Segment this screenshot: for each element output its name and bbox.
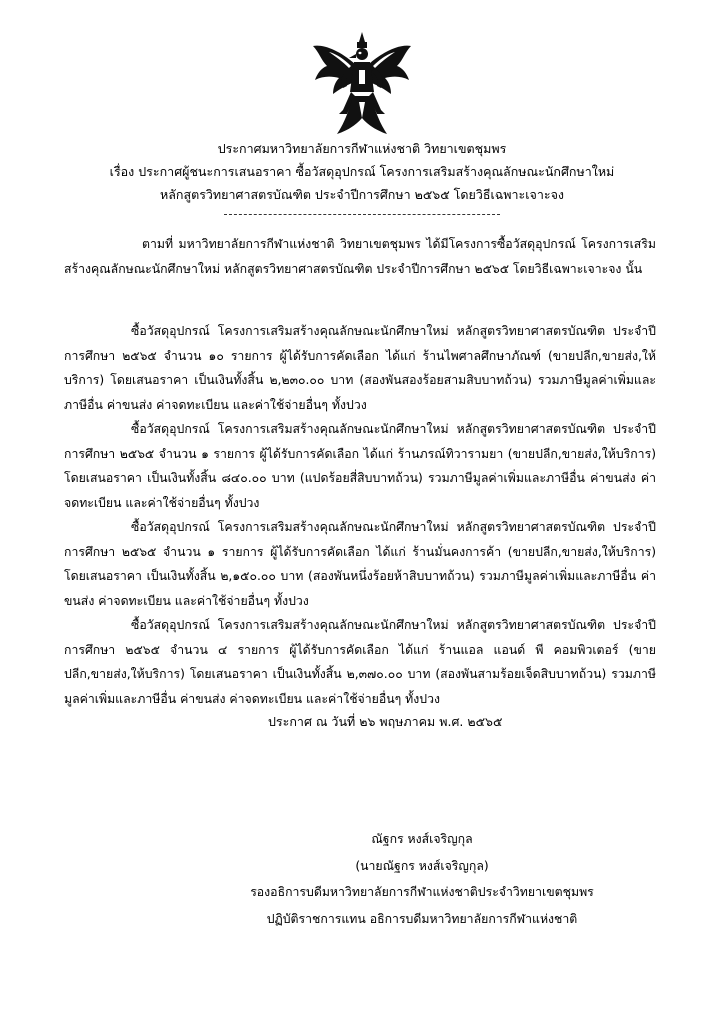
award-paragraph-2: ซื้อวัสดุอุปกรณ์ โครงการเสริมสร้างคุณลักษณะนักศึกษาใหม่ หลักสูตรวิทยาศาสตรบัณฑิต ประจำปีการศึกษา ๒๕๖๕ จำนวน ๑ รายการ ผู้ได้รับการคัดเลือก ได้แก่ ร้านภรณ์ทิวารามยา (ขายปลีก,ขายส่ง,ให้บริการ) โดยเสนอราคา เป็นเงินทั้งสิ้น ๘๔๐.๐๐ บาท (แปดร้อยสี่สิบบาทถ้วน) รวมภาษีมูลค่าเพิ่มและภาษีอื่น ค่าขนส่ง ค่าจดทะเบียน และค่าใช้จ่ายอื่นๆ ทั้งปวง xyxy=(64,422,656,510)
garuda-emblem-icon xyxy=(309,30,415,138)
signatory-title: รองอธิการบดีมหาวิทยาลัยการกีฬาแห่งชาติประจำวิทยาเขตชุมพร xyxy=(250,885,594,899)
announcement-issuer: ประกาศมหาวิทยาลัยการกีฬาแห่งชาติ วิทยาเขตชุมพร xyxy=(217,141,507,156)
signatory-full-name: (นายณัฐกร หงส์เจริญกุล) xyxy=(355,859,489,873)
announcement-date: ประกาศ ณ วันที่ ๒๖ พฤษภาคม พ.ศ. ๒๕๖๕ xyxy=(268,714,503,729)
award-paragraph-4: ซื้อวัสดุอุปกรณ์ โครงการเสริมสร้างคุณลักษณะนักศึกษาใหม่ หลักสูตรวิทยาศาสตรบัณฑิต ประจำปีการศึกษา ๒๕๖๕ จำนวน ๔ รายการ ผู้ได้รับการคัดเลือก ได้แก่ ร้านแอล แอนด์ พี คอมพิวเตอร์ (ขายปลีก,ขายส่ง,ให้บริการ) โดยเสนอราคา เป็นเงินทั้งสิ้น ๒,๓๗๐.๐๐ บาท (สองพันสามร้อยเจ็ดสิบบาทถ้วน) รวมภาษีมูลค่าเพิ่มและภาษีอื่น ค่าขนส่ง ค่าจดทะเบียน และค่าใช้จ่ายอื่นๆ ทั้งปวง xyxy=(64,618,656,706)
announcement-subject-cont: หลักสูตรวิทยาศาสตรบัณฑิต ประจำปีการศึกษา ๒๕๖๕ โดยวิธีเฉพาะเจาะจง xyxy=(159,187,564,202)
signatory-acting-for: ปฏิบัติราชการแทน อธิการบดีมหาวิทยาลัยการกีฬาแห่งชาติ xyxy=(266,912,578,926)
signatory-name: ณัฐกร หงส์เจริญกุล xyxy=(371,832,473,846)
announcement-subject: เรื่อง ประกาศผู้ชนะการเสนอราคา ซื้อวัสดุอุปกรณ์ โครงการเสริมสร้างคุณลักษณะนักศึกษาใหม่ xyxy=(109,164,615,179)
award-paragraph-3: ซื้อวัสดุอุปกรณ์ โครงการเสริมสร้างคุณลักษณะนักศึกษาใหม่ หลักสูตรวิทยาศาสตรบัณฑิต ประจำปีการศึกษา ๒๕๖๕ จำนวน ๑ รายการ ผู้ได้รับการคัดเลือก ได้แก่ ร้านมั่นคงการค้า (ขายปลีก,ขายส่ง,ให้บริการ) โดยเสนอราคา เป็นเงินทั้งสิ้น ๒,๑๕๐.๐๐ บาท (สองพันหนึ่งร้อยห้าสิบบาทถ้วน) รวมภาษีมูลค่าเพิ่มและภาษีอื่น ค่าขนส่ง ค่าจดทะเบียน และค่าใช้จ่ายอื่นๆ ทั้งปวง xyxy=(64,520,656,608)
header-divider xyxy=(224,214,500,215)
intro-paragraph: ตามที่ มหาวิทยาลัยการกีฬาแห่งชาติ วิทยาเขตชุมพร ได้มีโครงการซื้อวัสดุอุปกรณ์ โครงการเสริมสร้างคุณลักษณะนักศึกษาใหม่ หลักสูตรวิทยาศาสตรบัณฑิต ประจำปีการศึกษา ๒๕๖๕ โดยวิธีเฉพาะเจาะจง นั้น xyxy=(64,237,656,276)
award-paragraph-1: ซื้อวัสดุอุปกรณ์ โครงการเสริมสร้างคุณลักษณะนักศึกษาใหม่ หลักสูตรวิทยาศาสตรบัณฑิต ประจำปีการศึกษา ๒๕๖๕ จำนวน ๑๐ รายการ ผู้ได้รับการคัดเลือก ได้แก่ ร้านไพศาลศึกษาภัณฑ์ (ขายปลีก,ขายส่ง,ให้บริการ) โดยเสนอราคา เป็นเงินทั้งสิ้น ๒,๒๓๐.๐๐ บาท (สองพันสองร้อยสามสิบบาทถ้วน) รวมภาษีมูลค่าเพิ่มและภาษีอื่น ค่าขนส่ง ค่าจดทะเบียน และค่าใช้จ่ายอื่นๆ ทั้งปวง xyxy=(64,324,656,412)
